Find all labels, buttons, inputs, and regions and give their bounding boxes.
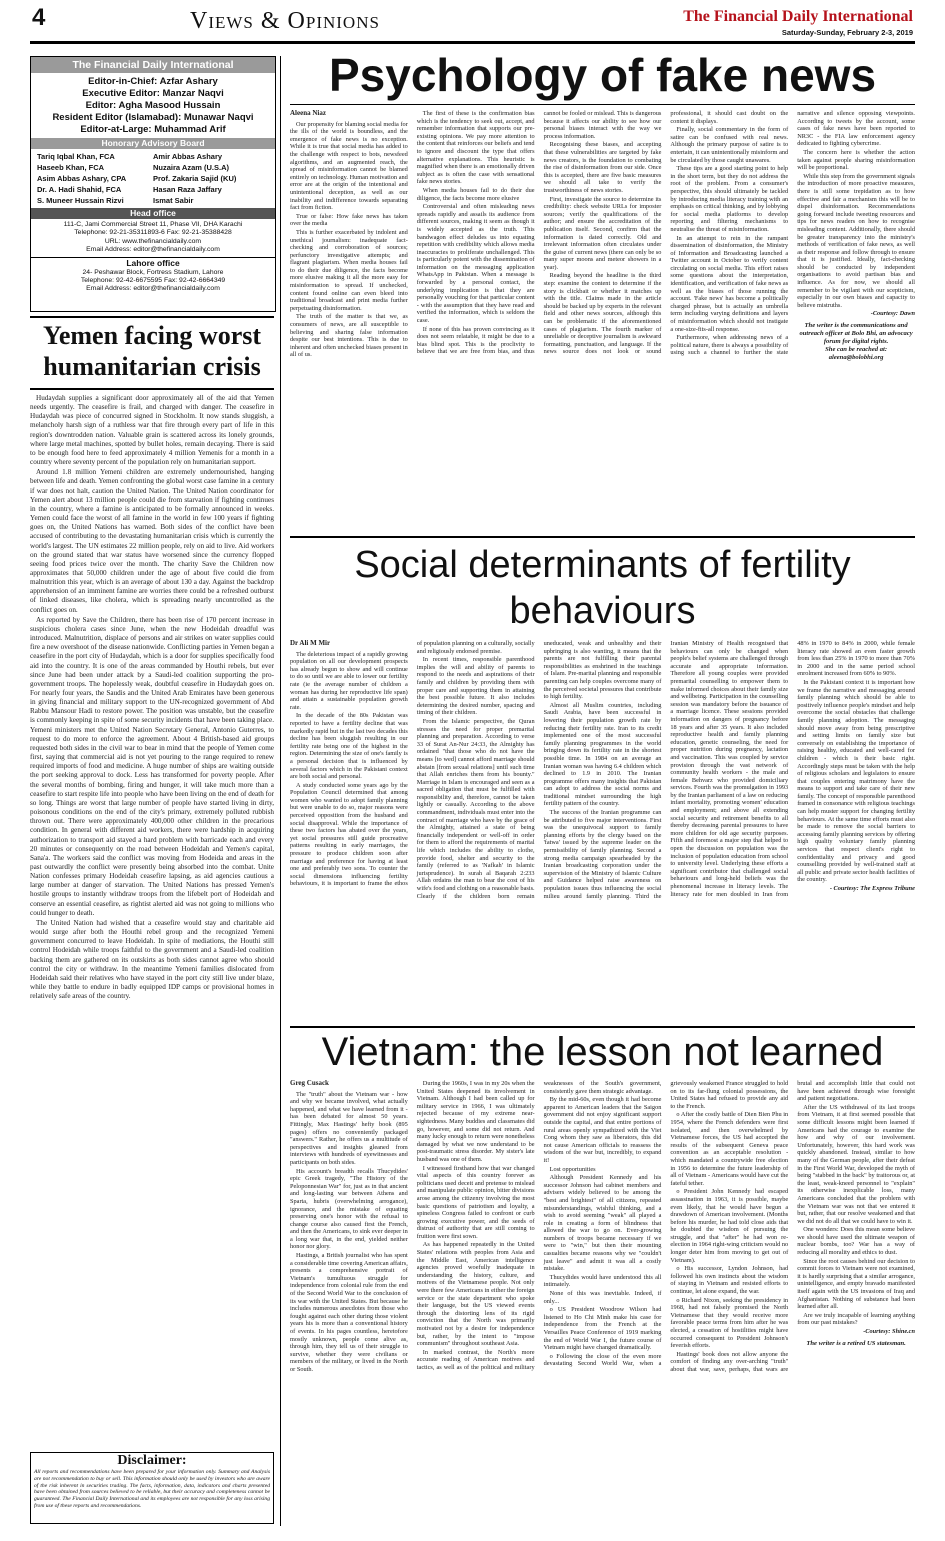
paragraph: o After the costly battle of Dien Bien Phu in 1954, where the French defenders were first isolated, and then overwhelmed by Vietnamese forces, the US had accepted the results of the subsequent Geneva peace convention as an acceptable resolution - which mandated a countrywide free election in 1956 to determine the future leadership of all of Vietnam - Americans would have cut the fateful tether. xyxy=(670,1111,789,1187)
paragraph: The first of these is the confirmation bias which is the tendency to seek out, accept, and remember information that supports our pre-existing opinions. We pay more attention to the content that reinforces our beliefs and tend to ignore and discount the type that offers alternative explanations. This heuristic is magnified when there is an emotionally driven subject as is often the case with sensational fake news stories. xyxy=(416,110,535,186)
paragraph: In an attempt to rein in the rampant dissemination of disinformation, the Ministry of Information and Broadcasting launched a Twitter account in October to verify content circulating on social media. This effort raises some questions about the interpretation, identification, and verification of fake news as well as the biases of those running the account. 'Fake news' has become a politically charged phrase, but is actually an umbrella term including varying definitions and layers of misinformation which should not instigate a one-size-fits-all response. xyxy=(670,234,789,333)
paragraph: Almost all Muslim countries, including Saudi Arabia, have been successful in lowering their population growth rate by reducing their fertility rate. Iran to its credit implemented one of the most successful family planning programmes in the world bringing down its fertility rate in the shortest possible time. In 1984 on an average an Iranian woman was having 6.4 children which declined to 1.9 in 2010. The Iranian programme offers many insights that Pakistan can adopt to address the social norms and traditional mindset surrounding the high fertility pattern of the country. xyxy=(543,701,662,808)
page-number: 4 xyxy=(32,4,46,31)
editor-line: Editor: Agha Masood Hussain xyxy=(85,100,221,111)
lahore-office-title: Lahore office xyxy=(31,257,275,269)
fake-news-headline: Psychology of fake news xyxy=(328,49,877,101)
paragraph: When media houses fail to do their due diligence, the facts become more elusive xyxy=(416,186,535,202)
board-member: Ismat Sabir xyxy=(153,196,194,205)
paragraph: After the US withdrawal of its last troops from Vietnam, it at first seemed possible that some difficult lessons might been learned if Americans had the courage to examine the how and why of our involvement. Unfortunately, however, this hard work was quickly abandoned. Instead, similar to how many of the German people, after their defeat in the First World War, developed the myth of being "stabbed in the back" by traitorous or, at the least, weak-kneed personnel to "explain" its otherwise inexplicable loss, many Americans concluded that the problem with the Vietnam war was not that we entered it but, rather, that our resolve weakened and that we did not do all that we could have to win it. xyxy=(797,1103,915,1225)
page-header xyxy=(0,0,945,44)
vietnam-body xyxy=(290,1080,915,1532)
paragraph: These tips are a good starting point to help in the short term, but they do not address the root of the problem. From a consumer's perspective, this should ultimately be tackled by introducing media literacy training with an emphasis on critical thinking, and by lobbying for social media platforms to develop reporting and filtering mechanisms to neutralise the threat of misinformation. xyxy=(670,165,789,233)
board-member: Amir Abbas Ashary xyxy=(153,152,223,161)
paragraph: The deleterious impact of a rapidly growing population on all our development prospects has already begun to show and will continue to do so until we are able to lower our fertility rate (ie the average number of children a woman has during her reproductive life span) and attain a sustainable population growth rate. xyxy=(290,650,408,711)
vietnam-endnote: The writer is a retired US statesman. xyxy=(806,1339,906,1347)
editor-line: Executive Editor: Manzar Naqvi xyxy=(82,88,224,99)
head-office-line: URL: www.thefinancialdaily.com xyxy=(104,237,202,245)
paragraph: Our propensity for blaming social media for the ills of the world is boundless, and the emergence of fake news is no exception. While it is true that social media has added to the challenge with respect to bots, newsfeed algorithms, and an augmented reach, the spread of misinformation cannot be blamed entirely on technology. Human motivation and error are at the origin of the intentional and unintentional deception, as well as our inability and indifference towards separating fact from fiction. xyxy=(290,120,408,212)
paragraph: The concern here is whether the action taken against people sharing misinformation will be proportional. xyxy=(797,148,915,172)
fertility-top-rule xyxy=(290,536,915,538)
vietnam-byline: Greg Cusack xyxy=(290,1080,329,1087)
board-member: S. Muneer Hussain Rizvi xyxy=(37,196,124,205)
lahore-office-line: 24- Peshawar Block, Fortress Stadium, Lahore xyxy=(82,268,224,276)
paragraph: If none of this has proven convincing as it does not seem relatable, it might be due to a bias blind spot. This is the proclivity to believe that we are free from bias, and thus cannot be fooled or mislead. This is dangerous because it affects our ability to see how our personal biases interact with the way we process information. xyxy=(416,110,662,356)
paragraph: Since the root causes behind our decision to commit forces to Vietnam were not examined, it is hardly surprising that a similar arrogance, unintelligence, and empty bravado manifested itself again with the US invasions of Iraq and Afghanistan. Nothing of substance had been learned after all. xyxy=(797,1257,915,1311)
fake-news-byline: Aleena Niaz xyxy=(290,110,326,117)
paragraph: First, investigate the source to determine its credibility: check website URLs for imposter sources; verify the qualifications of the author; and ensure the accreditation of the publication itself. Second, confirm that the information is dated correctly. Old and irrelevant information often circulates under the guise of current news (there can only be so many super moons and meteor showers in a year). xyxy=(543,195,662,271)
vietnam-credit: -Courtesy: Shine.cn xyxy=(863,1328,915,1335)
paragraph: Although President Kennedy and his successor Johnson had cabinet members and advisers widely believed to be among the "best and brightest" of all citizens, repeated misunderstandings, wishful thinking, and a wish to avoid seeming "weak" all played a role in creating a form of blindness that allowed the war to go on. Ever-growing numbers of troops became necessary if we were to "win," but then their mounting casualties became reasons why we "couldn't just leave" and admit it was all a costly mistake. xyxy=(543,1174,662,1273)
paragraph: From the Islamic perspective, the Quran stresses the need for proper premarital planning and preparation. According to verse 33 of Surat An-Nur 24:33, the Almighty has ordained "that those who do not have the means [to wed] cannot afford marriage should abstain [from sexual relations] until such time that Allah enriches them from his bounty." Marriage in Islam is encouraged and seen as a sacred obligation that must be fulfilled with responsibility and, therefore, cannot be taken lightly or casually. According to the above commandment, individuals must enter into the contract of marriage who have by the grace of the Almighty, attained a state of being financially independent or well-off in order for them to afford the requirements of marital life which includes the ability to clothe, provide food, shelter and security to the family (referred to as 'Nafkah' in Islamic jurisprudence). In surah al Baqarah 2:233 Allah ordains the man to bear the cost of his wife's food and clothing on a reasonable basis. Clearly if the children born remain uneducated, weak and unhealthy and their upbringing is also wanting, it means that the parents are not fulfilling their parental responsibilities as enshrined in the teachings of Islam. Pre-marital planning and responsible parenting can help couples overcome many of the perceived societal pressures that contribute to high fertility. xyxy=(416,640,662,900)
lahore-office-line: Telephone: 92-42-6675595 Fax: 92-42-6664349 xyxy=(80,277,226,285)
paragraph: Hudaydah supplies a significant door approximately all of the aid that Yemen needs urgently. The ceasefire is frail, and charged with danger. The ceasefire in Hudaydah was piece of concurred signed in Stockholm. It now stands sluggish, a melancholy harsh sign of a ruthless war that fire through every part of life in this region's downtrodden nation. Valuable grain is scattered across its lonely grounds, where large metal machines, spotted by bullet holes, remain decaying. There is said to be enough food here to feed approximately 4 million Yemenis for a month in a country where seventy percent of the population rely on humanitarian support. xyxy=(30,394,274,467)
yemen-bottom-rule xyxy=(30,388,274,390)
board-member: Prof. Zakaria Sajid (KU) xyxy=(153,174,237,183)
yemen-top-rule xyxy=(30,316,274,318)
board-member: Asim Abbas Ashary, CPA xyxy=(37,174,127,183)
board-member: Hasan Raza Jaffary xyxy=(153,185,222,194)
fake-news-endnote: The writer is the communications and outreach officer at Bolo Bhi, an advocacy forum for digital rights. xyxy=(799,322,913,346)
disclaimer-title: Disclaimer: xyxy=(117,1453,187,1468)
advisory-board-title: Honorary Advisory Board xyxy=(31,138,275,149)
paragraph: Thucydides would have understood this all intimately. xyxy=(543,1273,662,1289)
issue-date: Saturday-Sunday, February 2-3, 2019 xyxy=(781,28,913,37)
yemen-body xyxy=(30,394,274,1444)
masthead xyxy=(30,56,276,312)
paragraph: In recent times, responsible parenthood implies the will and ability of parents to respond to the needs and aspirations of their family and children by providing them with proper care and supporting them in attaining the best possible future. It also includes determining the desired number, spacing and timing of their children. xyxy=(416,656,535,717)
paragraph: Hastings' book does not allow anyone the comfort of finding any over-arching "truth" about that war, save, perhaps, that wars are brutal and accomplish little that could not have been achieved through wise foresight and patient negotiations. xyxy=(670,1080,915,1373)
paragraph: This is further exacerbated by indolent and unethical journalism: inadequate fact-checking and corroboration of sources; perfunctory investigative attempts; and flagrant plagiarism. When media houses fail to do their due diligence, the facts become more elusive making it all the more easy for misinformation to spread. If unchecked, content found online can even bleed into traditional broadcast and print media further perpetuating disinformation. xyxy=(290,228,408,312)
fake-news-body xyxy=(290,110,915,530)
paragraph: As has happened repeatedly in the United States' relations with peoples from Asia and the Middle East, American intelligence agencies proved woefully inadequate in understanding the history, culture, and motives of the Vietnamese people. Not only were there few Americans in either the foreign service or the state department who spoke their language, but the US viewed events through the distorting lens of its rigid conviction that the North was primarily motivated not by a desire for independence but, rather, by the intent to "impose communism" throughout southeast Asia. xyxy=(416,1241,535,1348)
paragraph: Around 1.8 million Yemeni children are extremely undernourished, hanging between life and death. Yemen confronting the global worst case famine in a century if war does not halt, caution the United Nation. The United Nation coordinator for Yemen alert about 13 million people could die from starvation if fighting continues in the country, where a famine is anticipated to be formally announced in weeks. Yemen could face the worst of all famine in the world in few 100 years if fighting goes on, the United Nations has warned. Both sides of the conflict have been accused of contributing to the devastating humanitarian crisis which is currently the world's largest. The UN estimates 22 million people, rely on aid to live. Aid workers on the ground stated that war status have worsened since the currency flopped seeing food prices twice over the month. The charity Save the Children now approximates that 50,000 children under the age of about five could die from malnutrition this year, which is an average of about 130 a day. Against the backdrop apprehension of an imminent famine are worries there could be a refreshed outburst of linked diseases, like cholera, which is spreading nearly uncontrolled as the conflict goes on. xyxy=(30,468,274,614)
fertility-headline: Social determinants of fertility behaviours xyxy=(354,544,851,632)
vietnam-headline: Vietnam: the lesson not learned xyxy=(321,1030,884,1074)
paragraph: By the mid-60s, even though it had become apparent to American leaders that the Saigon government did not enjoy significant support outside the capital, and that entire portions of rural areas openly sympathized with the Viet Cong whom they saw as liberators, this did not cause American officials to reassess the wisdom of the war but, incredibly, to expand it! xyxy=(543,1096,662,1164)
editor-line: Editor-at-Large: Muhammad Arif xyxy=(80,124,226,135)
fertility-byline: Dr Ali M Mir xyxy=(290,640,331,647)
board-member: Tariq Iqbal Khan, FCA xyxy=(37,152,115,161)
fertility-credit: - Courtesy: The Express Tribune xyxy=(829,885,915,892)
board-member: Nuzaira Azam (U.S.A) xyxy=(153,163,229,172)
paper-name: The Financial Daily International xyxy=(683,8,913,25)
paragraph: Controversial and often misleading news spreads rapidly and assails its audience from different sources, making it seem as though it is widely accepted as the truth. This bandwagon effect deludes us into equating repetition with credibility which allows media inaccuracies to proliferate unchallenged. This is particularly potent with the dissemination of information on the messaging application WhatsApp in Pakistan. When a message is forwarded by a personal contact, the underlying implication is that they are personally vouching for that particular content - with the assumption that they have read and verified the information, which is seldom the case. xyxy=(416,203,535,325)
paragraph: Hastings, a British journalist who has spent a considerable time covering American affairs, presents a comprehensive portrait of Vietnam's tumultuous struggle for independence from colonial rule from the end of the Second World War to the conclusion of its war with the United States. But because he includes numerous anecdotes from those who fought against each other during those violent years his is more than a conventional history of events. In his pages countless, heretofore mostly unknown, people come alive as, through him, they tell us of their struggle to survive, whether they were civilians or members of the military, or lived in the North or South. xyxy=(290,1252,408,1373)
paragraph: The success of the Iranian programme can be attributed to five major interventions. First was the unequivocal support to family planning efforts by the clergy based on the 'fatwa' issued by the supreme leader on the permissibility of family planning. Second a strong media campaign spearheaded by the Iranian broadcasting corporation under the supervision of the Ministry of Islamic Culture and Guidance helped raise awareness on population issues thus influencing the social milieu around family planning. Third the Iranian Ministry of Health recognised that behaviours can only be changed when people's belief systems are challenged through accurate and appropriate information. Therefore all young couples were provided premarital counselling to empower them to make informed choices about their family size and wellbeing. Participation in the counselling session was mandatory before the issuance of a marriage licence. These sessions provided information on dangers of pregnancy before 18 years and after 35 years. It also included reproductive health and family planning education, genetic counseling, the need for proper nutrition during pregnancy, lactation and vaccination. This was coupled by service provision through the vast network of community health workers - the male and female Behvarz who provided domiciliary services. Fourth was the promulgation in 1993 by the Iranian parliament of a law on reducing infant mortality, promoting women' education and employment; and above all extending social security and retirement benefits to all thereby decreasing parental pressures to have more children for old age security purposes. Fifth and foremost a major step that helped to open the discussion on population was the inclusion of population education from school to university level. Underlying these efforts a significant contributor that challenged social behaviours and long-held beliefs was the phenomenal increase in literacy levels. The literacy rate for men doubled in Iran from 48% in 1970 to 84% in 2000, while female literacy rate showed an even faster growth from less than 25% in 1970 to more than 70% in 2000 and in the same period school enrolment increased from 60% to 90%. xyxy=(543,640,915,900)
paragraph: o US President Woodrow Wilson had listened to Ho Chi Minh make his case for independence from the French at the Versailles Peace Conference of 1919 marking the end of World War I, the future course of Vietnam might have changed dramatically. xyxy=(543,1306,662,1352)
paragraph: o Following the close of the even more devastating Second World War, when a grievously weakened France struggled to hold on to its far-flung colonial possessions, the United States had refused to provide any aid to the French. xyxy=(543,1080,789,1368)
disclaimer-box xyxy=(30,1452,274,1524)
paragraph: Finally, social commentary in the form of satire can be confused with real news. Although the primary purpose of satire is to entertain, it can unintentionally misinform and be circulated by those caught unawares. xyxy=(670,126,789,164)
head-office-line: Email Address: editor@thefinancialdaily.com xyxy=(86,246,220,254)
paragraph: True or false: How fake news has taken over the media xyxy=(290,212,408,228)
editor-line: Resident Editor (Islamabad): Munawar Naqvi xyxy=(52,112,254,123)
head-office-title: Head office xyxy=(31,208,275,219)
paragraph: Furthermore, when addressing news of a political nature, there is always a possibility of using such a channel to further the state narrative and silence opposing viewpoints. According to tweets by the account, some cases of fake news have been reported to NR3C - the FIA law enforcement agency dedicated to fighting cybercrime. xyxy=(670,110,915,357)
paragraph: His account's breadth recalls Thucydides' epic Greek tragedy, "The History of the Peloponnesian War" for, just as in that ancient and long-lasting war between Athens and Sparta, hubris (overwhelming arrogance), ignorance, and the mistake of equating preserving one's honor with the refusal to change course also caused first the French, and then the Americans, to sink ever deeper in a long war that, in the end, yielded neither honor nor glory. xyxy=(290,1167,408,1251)
paragraph: In the decade of the 80s Pakistan was reported to have a fertility decline that was markedly rapid but in the last two decades this decline has been sluggish resulting in our fertility rate being one of the highest in the region. Determining the size of one's family is a personal decision that is influenced by several factors which in the Pakistani context are both social and personal. xyxy=(290,712,408,781)
editor-line: Editor-in-Chief: Azfar Ashary xyxy=(88,76,218,87)
fake-news-credit: -Courtesy: Dawn xyxy=(870,310,915,318)
paragraph: Reading beyond the headline is the third step: examine the content to determine if the story is clickbait or whether it matches up with the title. Claims made in the article should be backed up by experts in the relevant field and other news sources, although this can be problematic if the aforementioned cases of plagiarism. The fourth marker of unreliable or deceptive journalism is awkward formatting, punctuation, and language. If the news source does not look or sound professional, it should cast doubt on the content it displays. xyxy=(543,110,789,356)
paragraph: A study conducted some years ago by the Population Council determined that among women who wanted to adopt family planning but were unable to do so, major reasons were perceived opposition from the husband and social disapproval. While the importance of these two factors has abated over the years, yet social pressures still guide procreative patterns resulting in early marriages, the pressure to produce children soon after marriage and preference for having at least one and preferably two sons. To counter the social dimensions influencing fertility behaviours, it is important to frame the ethos of population planning on a culturally, socially and religiously endorsed premise. xyxy=(290,640,535,888)
paragraph: While this step from the government signals the introduction of more proactive measures, there is still some trepidation as to how effective and fair a mechanism this will be to dispel disinformation. Recommendations going forward include tweeting resources and tips for news readers on how to recognise misleading content. Additionally, there should be greater transparency into the ministry's methods of verification of fake news, as well as their response and follow through to ensure that it is justified. Ideally, fact-checking should be conducted by independent organisations to avoid partisan bias and influence. As for now, we should all remember to be vigilant with our scepticism, especially in our own biases and capacity to believe mistruths. xyxy=(797,172,915,309)
paragraph: In the Pakistani context it is important how we frame the narrative and messaging around family planning which should be able to positively influence people's mindset and help overcome the social obstacles that challenge family planning adoption. The messaging should move away from being prescriptive and setting limits on family size but conversely on establishing the importance of raising healthy, educated and well-cared for children - which is their basic right. Accordingly steps must be taken with the help of religious scholars and legislators to ensure that couples entering matrimony have the means to support and take care of their new family. The concept of responsible parenthood framed in consonance with religious teachings can help muster support for changing fertility behaviours. At the same time efforts must also be made to remove the social barriers to accessing family planning services by offering high quality voluntary family planning services that respect client's right to confidentiality and privacy and good counselling provided by well-trained staff at all public and private sector health facilities of the country. xyxy=(797,678,915,884)
paragraph: During the 1960s, I was in my 20s when the United States deepened its involvement in Vietnam. Although I had been called up for military service in 1966, I was ultimately rejected because of my extreme near-sightedness. Many buddies and classmates did go, however, and some did not return. And many lucky enough to return were nonetheless damaged by what we now understand to be post-traumatic stress disorder. My sister's late husband was one of them. xyxy=(416,1080,535,1163)
disclaimer-text: All reports and recommendations have been prepared for your information only. Summary and Analysis are not recommendation to buy or sell. This information should only be used by investors who are aware of the risk inherent in securities trading. The facts, information, data, indicators and charts presented have been obtained from sources believed to be reliable, but their accuracy and completeness cannot be guaranteed. The Financial Daily International and its employees are not responsible for any loss arising from use of these reports and recommendations. xyxy=(34,1469,270,1509)
paragraph: Recognising these biases, and accepting that these vulnerabilities are targeted by fake news creators, is the foundation to combating the rise of disinformation from our side. Once this is accepted, there are five basic measures we should all take to verify the trustworthiness of news stories. xyxy=(543,141,662,194)
paragraph: Lost opportunities xyxy=(549,1165,596,1173)
board-member: Dr. A. Hadi Shahid, FCA xyxy=(37,185,122,194)
lahore-office-line: Email Address: editor@thefinancialdaily.com xyxy=(86,285,220,293)
fake-news-contact: She can be reached at: aleena@bolobhi.org xyxy=(825,346,888,362)
paragraph: o Richard Nixon, seeking the presidency in 1968, had not falsely promised the North Vietnamese that they would receive more favorable peace terms from him after he was elected, a cessation of hostilities might have occurred consequent to President Johnson's feverish efforts. xyxy=(670,1296,789,1350)
yemen-headline: Yemen facing worst humanitarian crisis xyxy=(42,321,262,381)
masthead-title: The Financial Daily International xyxy=(31,57,275,73)
paragraph: None of this was inevitable. Indeed, if only... xyxy=(543,1290,662,1305)
paragraph: I witnessed firsthand how that war changed vital aspects of this country forever as politicians used deceit and pretense to mislead and manipulate public opinion, bitter divisions arose among the citizenry involving the most basic questions of patriotism and loyalty, a spineless Congress failed to confront or curb growing executive power, and the seeds of distrust of authority that are still coming to fruition were first sown. xyxy=(416,1164,535,1240)
paragraph: The United Nation had wished that a ceasefire would stay and charitable aid would surge after both the Houthi rebel group and the recognized Yemeni government concurred to leave Hodeidah. In spite of mediations, the Houthi still control Hodeidah while troops faithful to the government and a Saudi-led coalition backing them are gathered on its outskirts as both sides cannot agree who should control the city or withdraw. In the meantime Yemeni families dislocated from Hodeidah said their relatives who have stayed in the port city still live under blaze, while they battle to endure in badly equipped IDP camps or provisional homes in relatively safe areas of the country. xyxy=(30,918,274,1001)
fake-news-rule xyxy=(290,104,915,105)
paragraph: The truth of the matter is that we, as consumers of news, are all susceptible to believing and sharing false information despite our best intentions. This is due to inherent and often unchecked biases present in all of us. xyxy=(290,313,408,359)
head-office-line: 111-C, Jami Commercial Street 11, Phase VII, DHA Karachi xyxy=(63,221,243,228)
paragraph: o His successor, Lyndon Johnson, had followed his own instincts about the wisdom of staying in Vietnam and resisted efforts to continue, let alone expand, the war. xyxy=(670,1265,789,1296)
header-rule xyxy=(30,41,915,44)
fertility-body xyxy=(290,640,915,1020)
board-member: Haseeb Khan, FCA xyxy=(37,163,105,172)
paragraph: o President John Kennedy had escaped assassination in 1963, it is possible, maybe even likely, that he would have begun a drawdown of American involvement. (Months before his murder, he had told close aids that he doubted the wisdom of pursuing the struggle, and that "after" he had won re-election in 1964 right-wing criticism would no longer deter him from moving to get out of Vietnam). xyxy=(670,1188,789,1264)
vietnam-top-rule xyxy=(290,1026,915,1028)
paragraph: In marked contrast, the North's more accurate reading of American motives and tactics, as well as of the political and military weaknesses of the South's government, consistently gave them strategic advantage. xyxy=(416,1080,662,1371)
paragraph: Are we truly incapable of learning anything from our past mistakes? xyxy=(797,1311,915,1327)
section-title: Views & Opinions xyxy=(190,8,380,34)
advisory-board-list xyxy=(31,149,275,208)
paragraph: As reported by Save the Children, there has been rise of 170 percent increase in suspicious cholera cases since June, when the new Hodeidah dreadful was introduced. Malnutrition, displace of persons and air strikes on water supplies could fire a new overshoot of the disease nationwide. Conflicting parties in Yemen began a ceasefire in the port city of Hudaydah, which is a door for supplies specifically food aid into the country. It is one of the areas commanded by Houthi rebels, but ever since June had been under attack by a Saudi-led coalition supporting the pro-government troops. The hopelessly weak, doubtful ceasefire in Hudaydah goes on. For nearly four years, the Saudis and the United Arab Emirates have been generous in giving financial and military support to the UN-recognized government of Abd Rabbu Mansour Hadi to restore power. The position was unstable, but the ceasefire is commonly keeping in spite of some security incidents that have been taking place. Yemeni ministers met the United Nation Secretary General, Antonio Guterres, to request to do more to enforce the agreement. About 4 British-based aid groups requested both sides in the civil war to bear in mind that the people of Yemen come first, saying that commercial aid is not yet pouring to the range required to renew required imports of food and medicine. A huge number of ships are waiting outside the port seeking approval to dock. Less has transformed for poverty people. After the several months of bombing, firing and hunger, it will take much more than a ceasefire to start respite life into people who have been living on the end of death for so long. Things are worst that large number of people have started living in dirty, poisonous conditions on the end of the city's primary, extremely polluted rubbish thrown out. There were approximately 400,000 other children in the precarious condition. In general with different aid workers, there were hardship in acquiring authorization to transport aid stayed a hard problem with barricade each and every 20 minutes or consequently on the road between Hodeidah and Yemen's capital, Sana'a. The workers said the conflict was moving from Hodeida and areas in the past outwardly the conflict were presently being absorbed into the combat. Unite Nation confesses primary Hodeidah ceasefire lapsing, as aid agencies cautious a large number at danger of starvation. The United Nations has pressed Yemen's hostile groups to instantly withdraw troops from the lifebelt port of Hodeidah and conserve an essential ceasefire, as rightist alerted aid was not going to millions who could hunger to death. xyxy=(30,615,274,917)
column-divider xyxy=(280,56,281,1526)
paragraph: The "truth" about the Vietnam war - how and why we became involved, what actually happened, and what we have learned from it - has been debated for almost 50 years. Fittingly, Max Hastings' hefty book (895 pages) offers no conveniently packaged "answers." Rather, he offers us a multitude of perspectives and insights gleaned from interviews with hundreds of eyewitnesses and participants on both sides. xyxy=(290,1090,408,1166)
head-office-line: Telephone: 92-21-35311893-6 Fax: 92-21-35388428 xyxy=(74,229,232,237)
paragraph: One wonders: Does this mean some believe we should have used the ultimate weapon of nuclear bombs, too? War has a way of reducing all morality and ethics to dust. xyxy=(797,1226,915,1257)
